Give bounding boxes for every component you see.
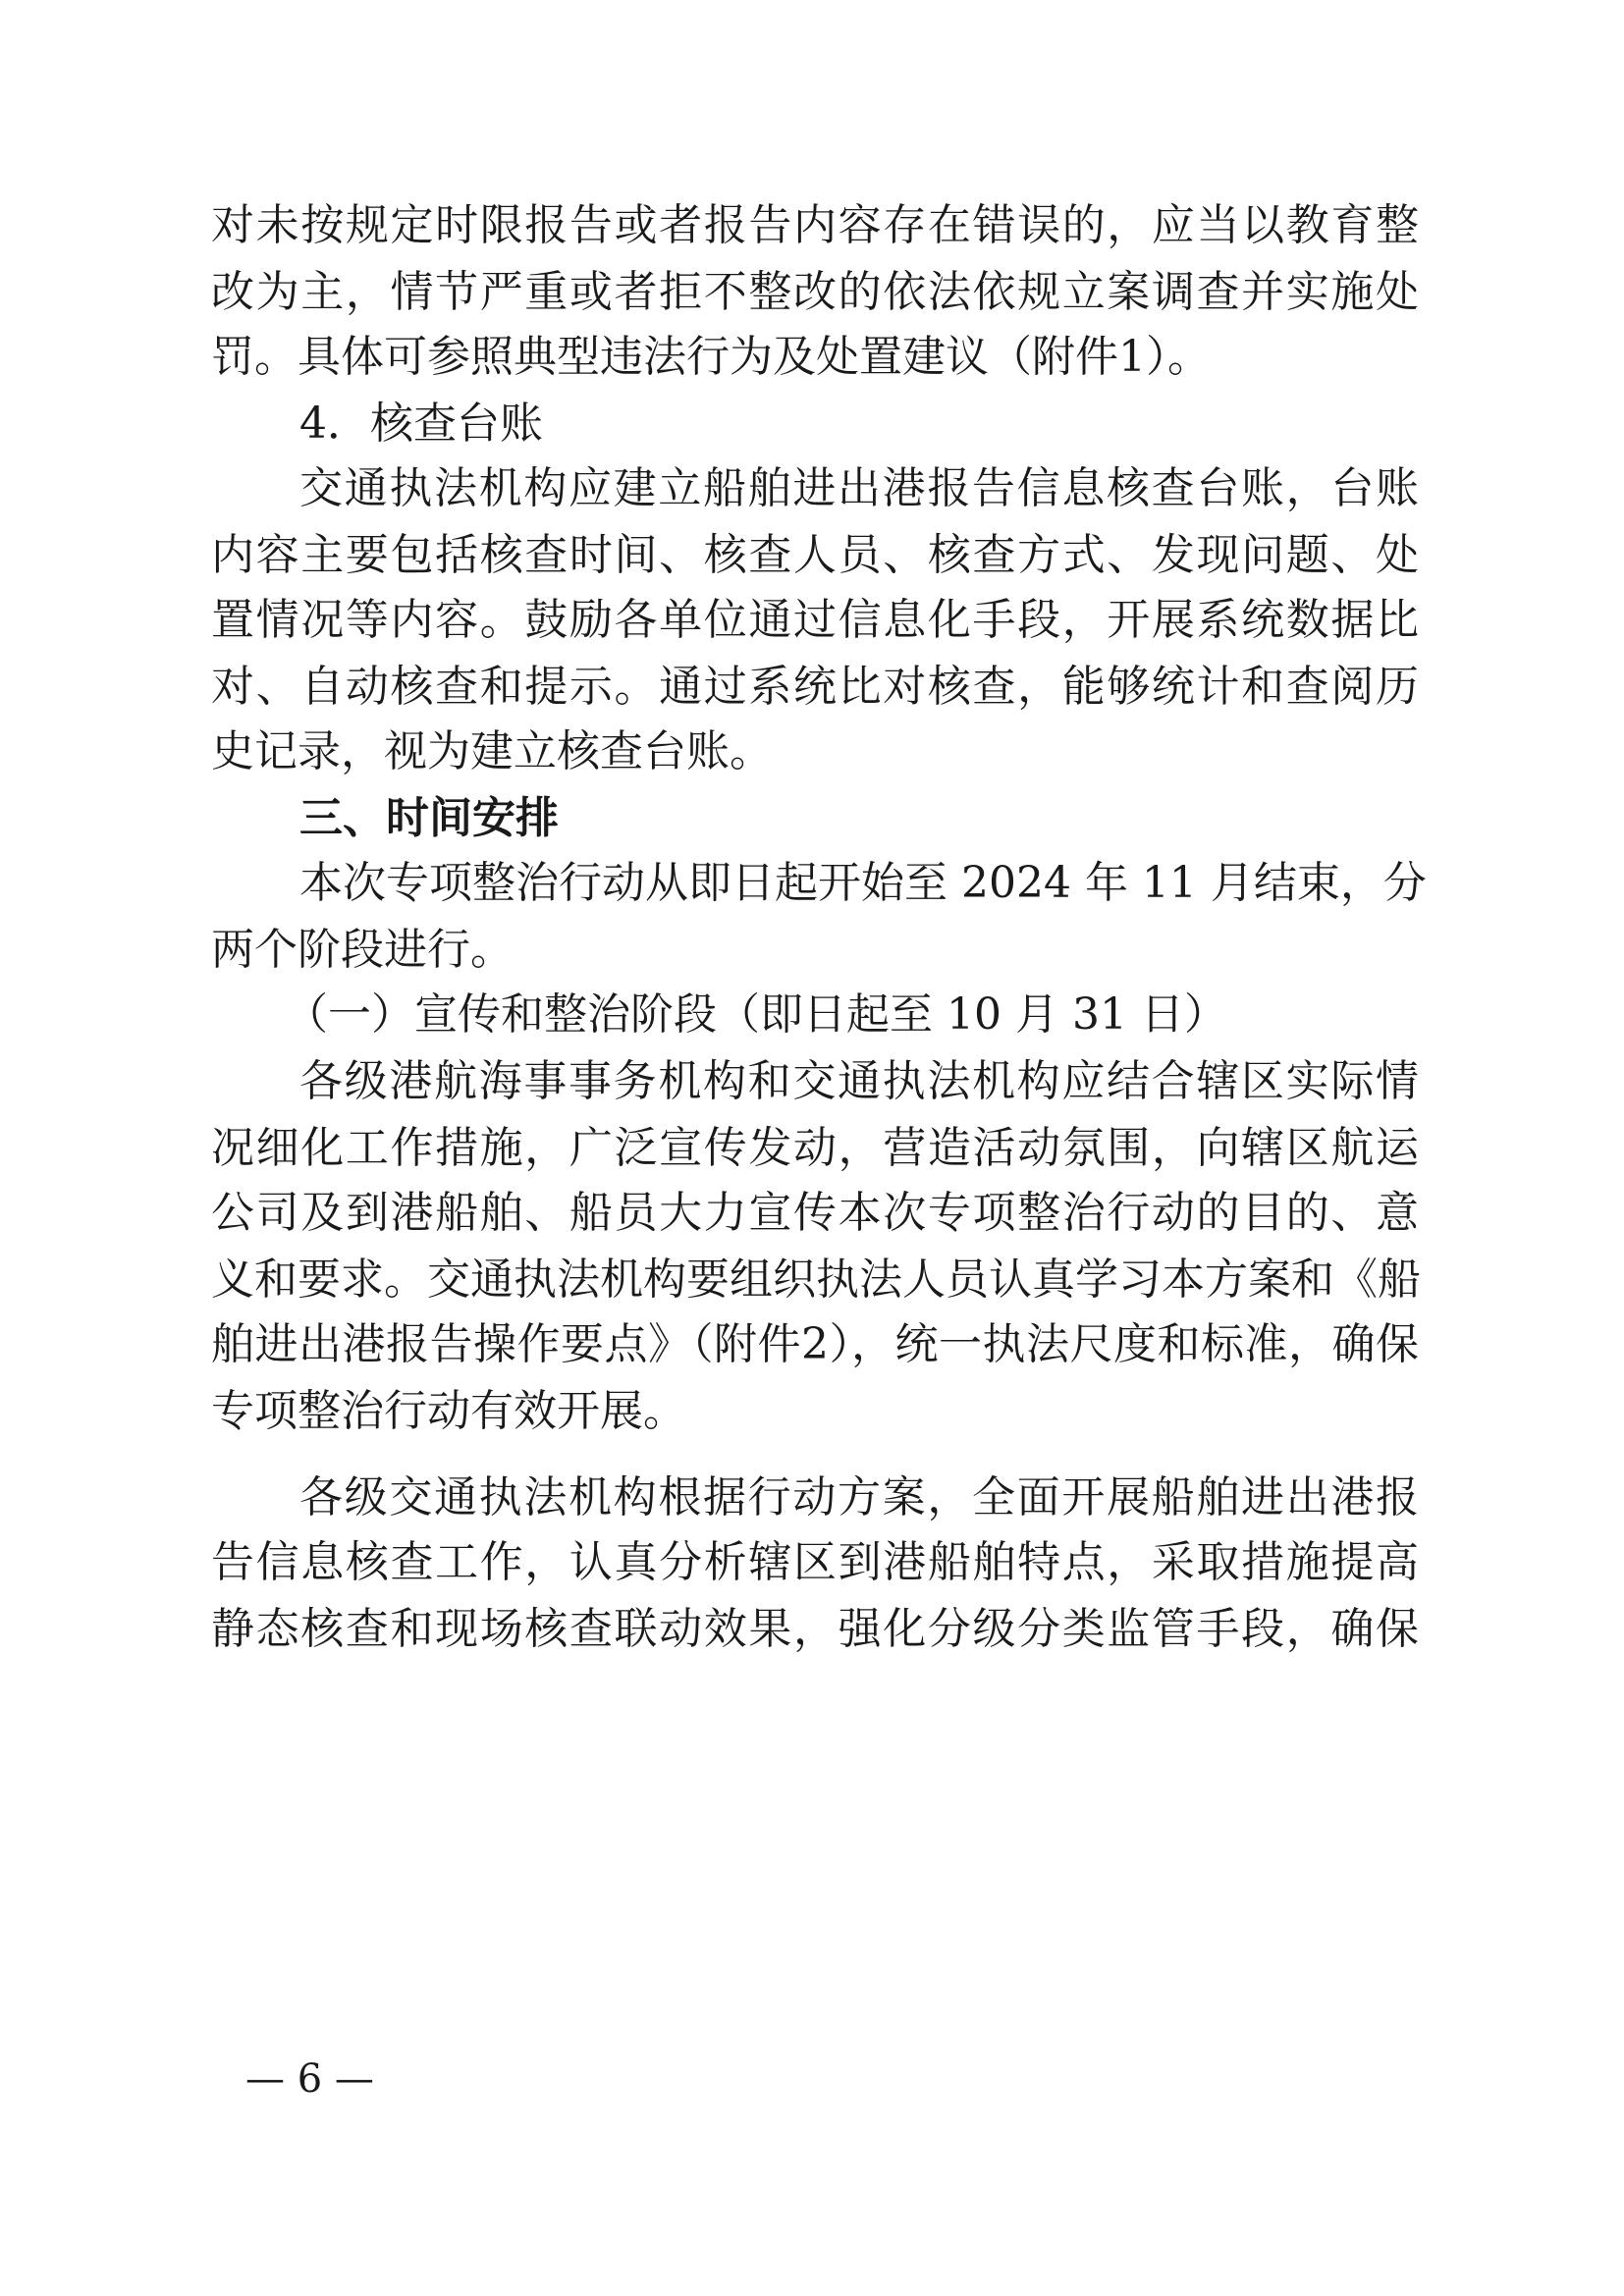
text-line: 内容主要包括核查时间、核查人员、核查方式、发现问题、处 — [211, 530, 1419, 580]
text-line: 义和要求。交通执法机构要组织执法人员认真学习本方案和《船 — [211, 1255, 1421, 1305]
text-line: 各级港航海事事务机构和交通执法机构应结合辖区实际情 — [299, 1056, 1419, 1106]
text-line: 各级交通执法机构根据行动方案，全面开展船舶进出港报 — [299, 1472, 1419, 1522]
subsection-heading: （一）宣传和整治阶段（即日起至 10 月 31 日） — [285, 989, 1227, 1040]
text-line: 对未按规定时限报告或者报告内容存在错误的，应当以教育整 — [211, 200, 1419, 250]
text-line: 交通执法机构应建立船舶进出港报告信息核查台账，台账 — [299, 463, 1419, 513]
text-line: 对、自动核查和提示。通过系统比对核查，能够统计和查阅历 — [211, 662, 1419, 712]
section-heading: 4．核查台账 — [299, 399, 543, 449]
text-line: 两个阶段进行。 — [211, 925, 514, 975]
section-heading: 三、时间安排 — [299, 793, 559, 843]
text-line: 况细化工作措施，广泛宣传发动，营造活动氛围，向辖区航运 — [211, 1123, 1419, 1173]
text-line: 本次专项整治行动从即日起开始至 2024 年 11 月结束，分 — [299, 858, 1427, 908]
text-line: 置情况等内容。鼓励各单位通过信息化手段，开展系统数据比 — [211, 595, 1419, 645]
text-line: 静态核查和现场核查联动效果，强化分级分类监管手段，确保 — [211, 1604, 1419, 1654]
text-line: 史记录，视为建立核查台账。 — [211, 726, 773, 776]
text-line: 专项整治行动有效开展。 — [211, 1386, 686, 1436]
text-line: 舶进出港报告操作要点》（附件2），统一执法尺度和标准，确保 — [211, 1319, 1419, 1369]
text-line: 改为主，情节严重或者拒不整改的依法依规立案调查并实施处 — [211, 267, 1419, 317]
text-line: 告信息核查工作，认真分析辖区到港船舶特点，采取措施提高 — [211, 1537, 1419, 1587]
text-line: 罚。具体可参照典型违法行为及处置建议（附件1）。 — [211, 332, 1211, 382]
text-line: 公司及到港船舶、船员大力宣传本次专项整治行动的目的、意 — [211, 1188, 1419, 1238]
page-number: — 6 — — [245, 2056, 374, 2102]
